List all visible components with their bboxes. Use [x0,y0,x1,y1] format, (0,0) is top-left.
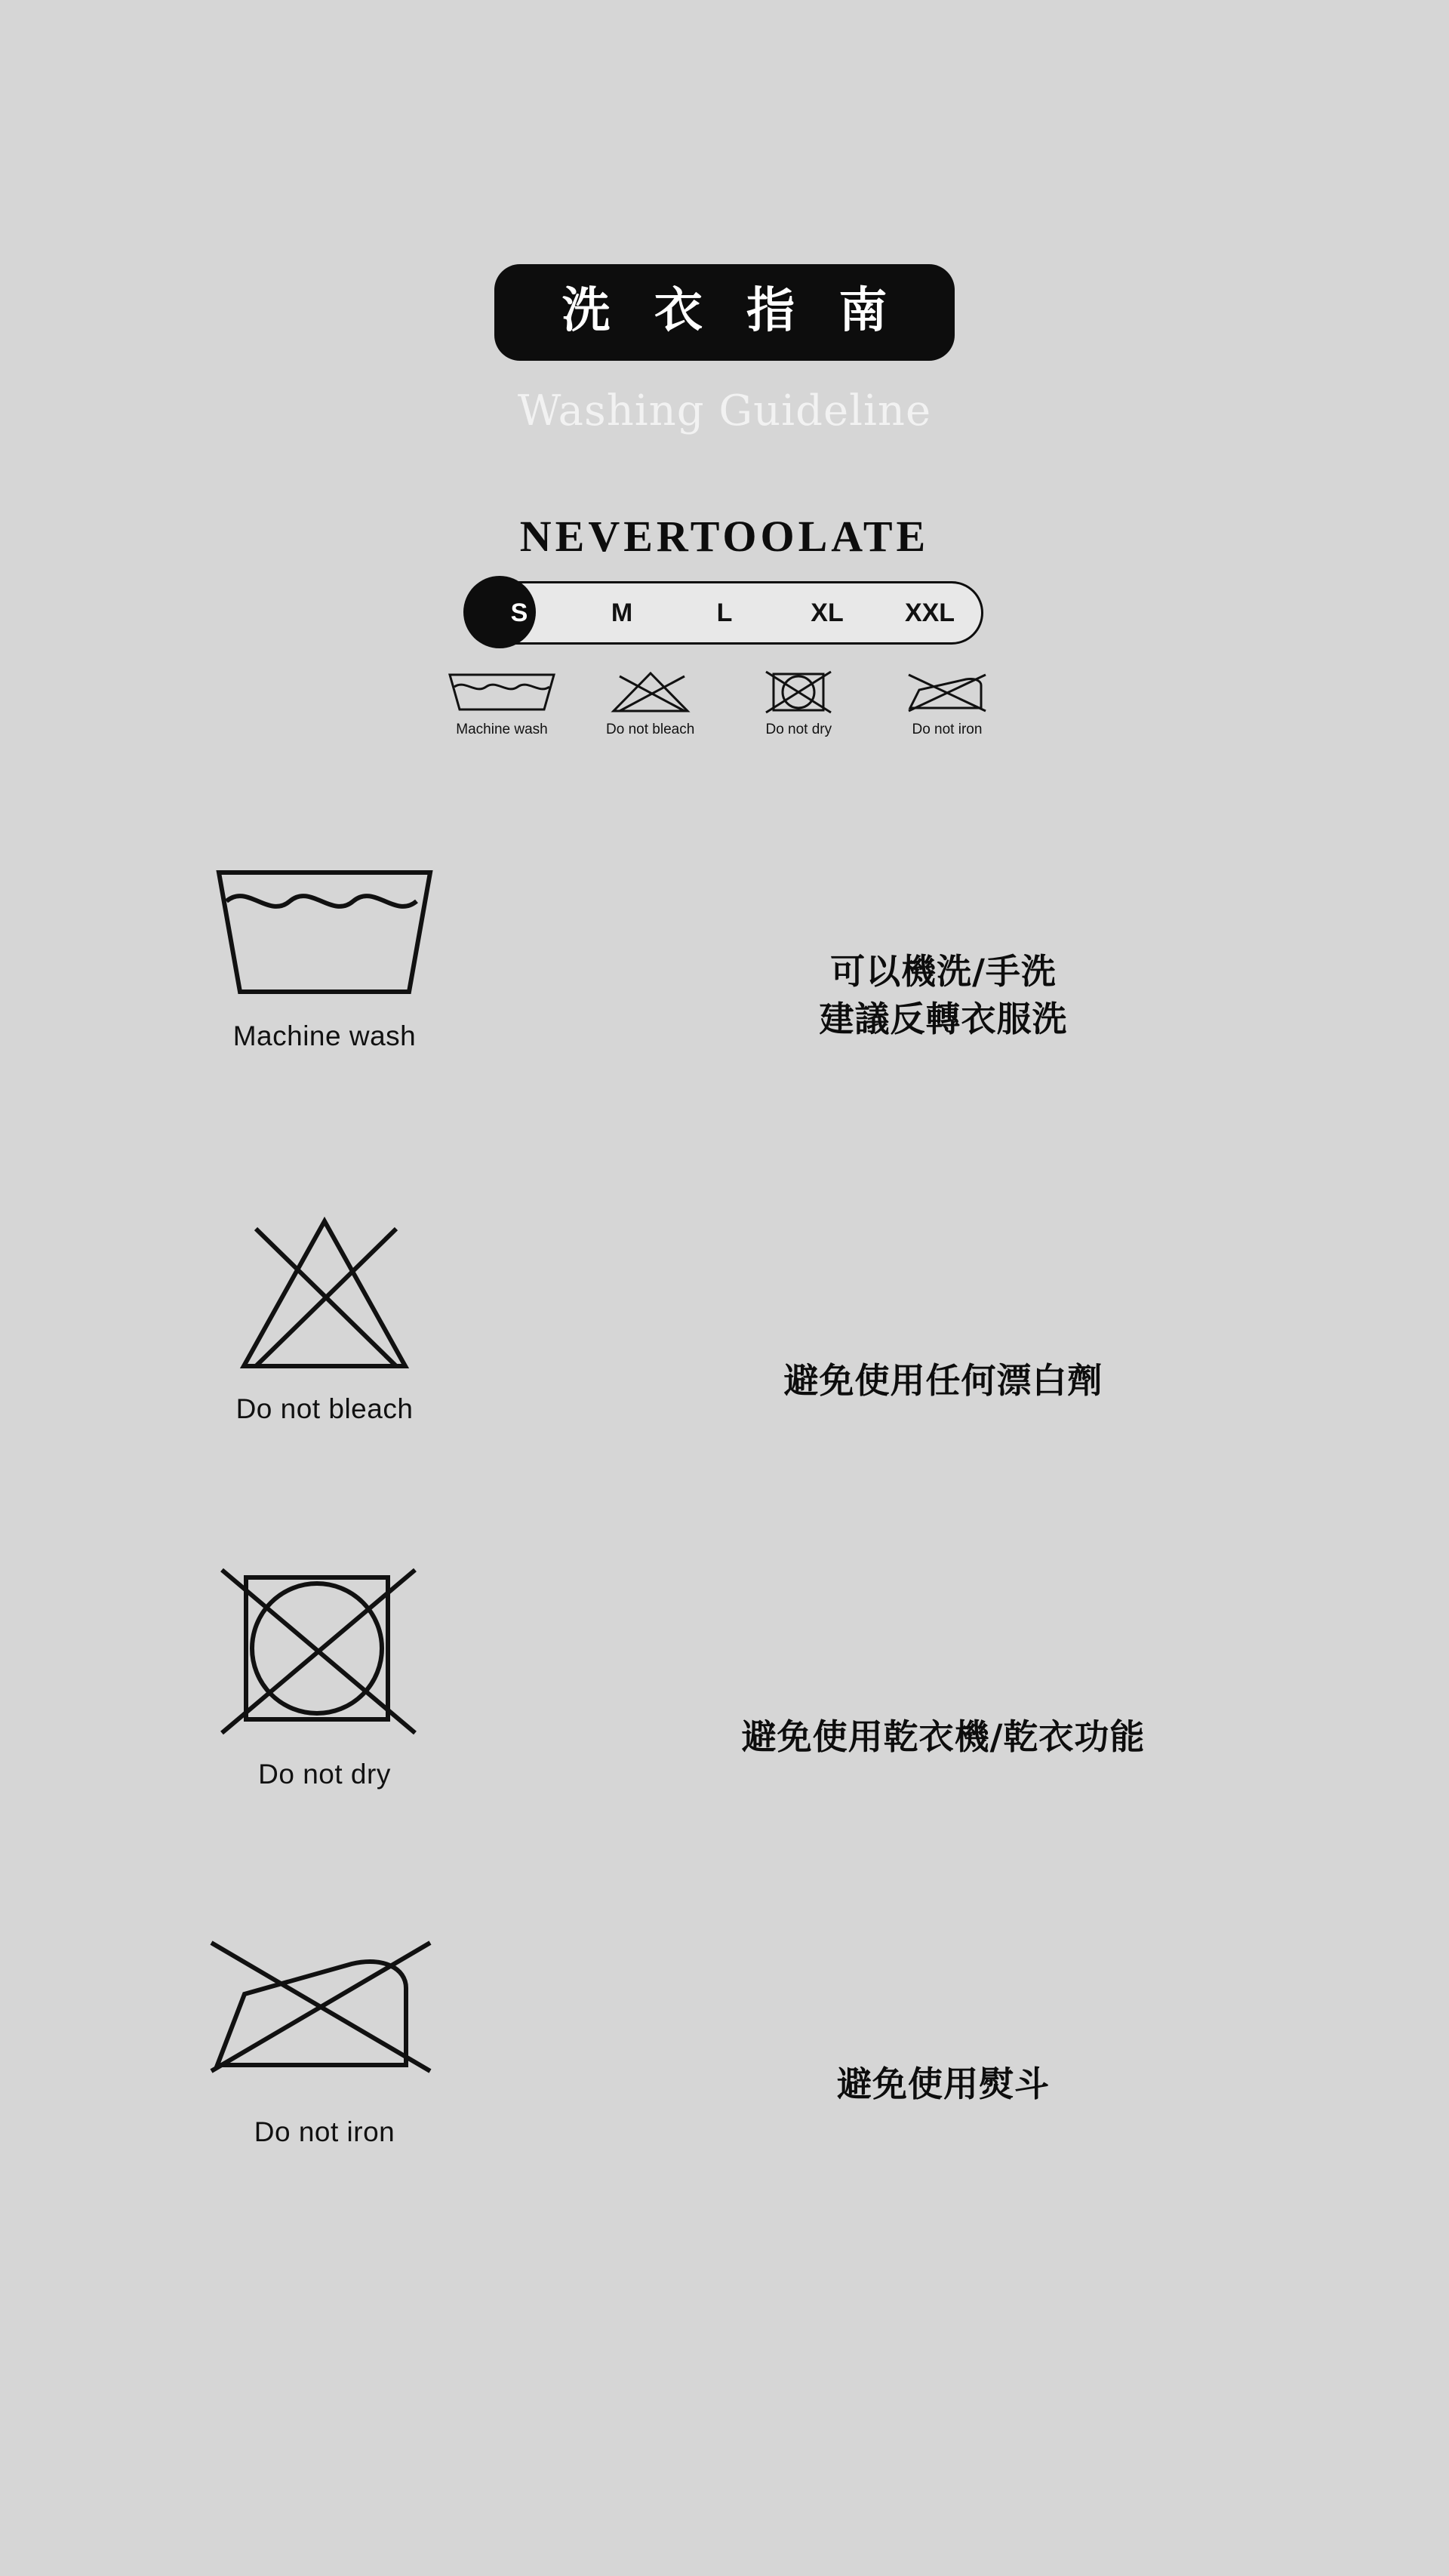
page-subtitle: Washing Guideline [517,386,932,435]
page-header [0,0,1449,435]
mini-caption-machine-wash: Machine wash [456,722,548,737]
instruction-zh-line-2: 建議反轉衣服洗 [819,998,1068,1039]
instruction-row-do-not-bleach [0,1215,1449,1565]
size-option-s[interactable]: S [510,598,528,627]
machine-wash-icon [445,670,558,714]
do-not-iron-icon [903,670,992,714]
size-option-xl[interactable]: XL [811,598,844,627]
care-label-card [0,511,1449,738]
mini-care-item-do-not-dry [734,670,863,738]
instruction-en-do-not-dry: Do not dry [258,1759,391,1790]
size-option-xxl[interactable]: XXL [904,598,955,627]
instruction-row-do-not-dry [0,1565,1449,1916]
mini-caption-do-not-bleach: Do not bleach [606,722,695,737]
instruction-zh-line-1: 可以機洗/手洗 [830,951,1057,992]
instruction-en-do-not-iron: Do not iron [254,2116,395,2147]
instruction-zh-line-1: 避免使用乾衣機/乾衣功能 [741,1716,1146,1757]
mini-caption-do-not-dry: Do not dry [765,722,832,737]
instruction-list [0,865,1449,2266]
instruction-icon-col-do-not-iron [0,1916,528,2148]
mini-care-item-do-not-bleach [586,670,715,738]
instruction-zh-line-1: 避免使用任何漂白劑 [783,1360,1103,1401]
machine-wash-icon [211,865,438,1001]
size-option-m[interactable]: M [611,598,633,627]
page-title: 洗 衣 指 南 [494,264,955,361]
instruction-text-col-do-not-bleach [528,1215,1449,1405]
instruction-en-do-not-bleach: Do not bleach [235,1393,414,1424]
do-not-iron-icon [204,1916,445,2097]
mini-caption-do-not-iron: Do not iron [912,722,983,737]
instruction-text-col-do-not-dry [528,1565,1449,1761]
brand-name: NEVERTOOLATE [519,512,930,561]
do-not-bleach-icon [609,670,692,714]
instruction-row-do-not-iron [0,1916,1449,2266]
instruction-row-machine-wash [0,865,1449,1215]
instruction-icon-col-do-not-dry [0,1565,528,1790]
instruction-en-machine-wash: Machine wash [232,1020,417,1051]
size-option-l[interactable]: L [716,598,733,627]
instruction-icon-col-do-not-bleach [0,1215,528,1425]
mini-care-item-do-not-iron [883,670,1011,738]
instruction-text-col-machine-wash [528,865,1449,1042]
instruction-icon-col-machine-wash [0,865,528,1052]
instruction-text-col-do-not-iron [528,1916,1449,2108]
size-selector[interactable] [466,581,983,645]
do-not-dry-icon [757,670,840,714]
do-not-bleach-icon [238,1215,411,1374]
mini-care-icon-row [438,670,1011,738]
instruction-zh-line-1: 避免使用熨斗 [837,2064,1050,2104]
do-not-dry-icon [211,1565,438,1739]
mini-care-item-machine-wash [438,670,566,738]
